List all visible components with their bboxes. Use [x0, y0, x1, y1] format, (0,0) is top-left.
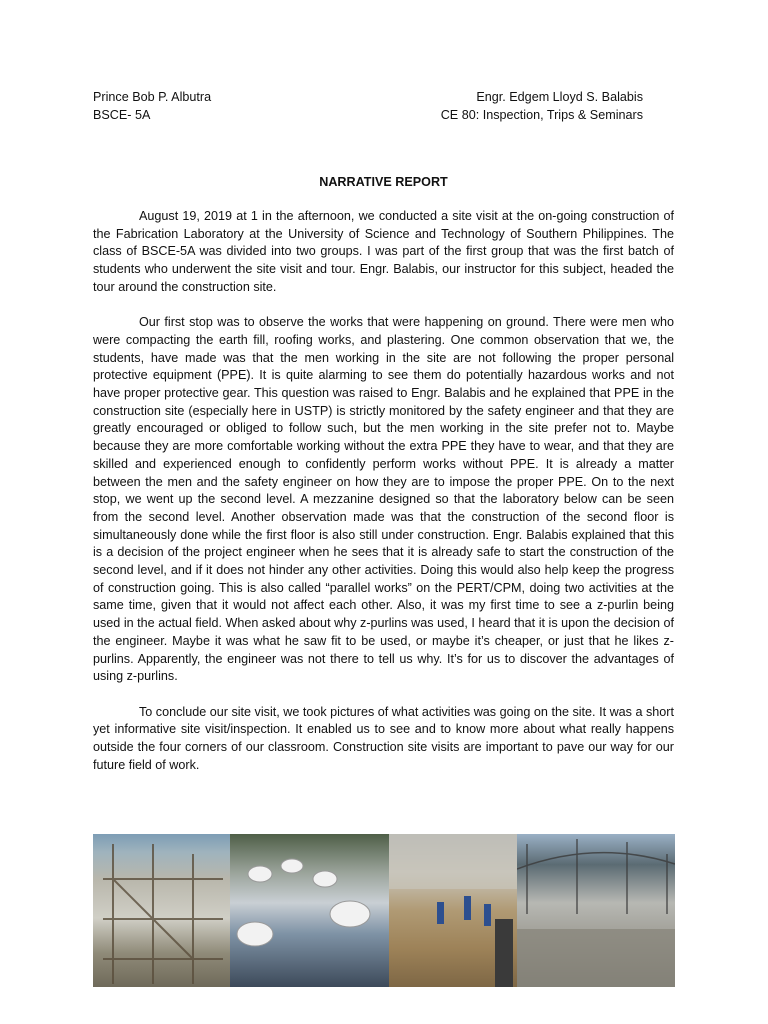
header-right — [418, 88, 643, 124]
site-photo-students — [230, 834, 389, 987]
site-photo-strip — [93, 834, 675, 987]
header-left — [93, 88, 211, 124]
report-body — [93, 208, 674, 792]
paragraph-conclusion: To conclude our site visit, we took pictures of what activities was going on the site. It was a short yet informative site visit/inspection. It enabled us to see and to know more about what really happens outside the four corners of our classroom. Construction site visits are important to pave our way for our future field of work. — [93, 704, 674, 772]
student-name: Prince Bob P. Albutra — [93, 90, 212, 104]
paragraph-intro: August 19, 2019 at 1 in the afternoon, we conducted a site visit at the on-going construction of the Fabrication Laboratory at the University of Science and Technology of Southern Philippines. The class of BSCE-5A was divided into two groups. I was part of the first group that was the first batch of students who underwent the site visit and tour. Engr. Balabis, our instructor for this subject, headed the tour around the construction site. — [93, 209, 674, 294]
site-photo-earthfill — [389, 834, 517, 987]
paragraph-observations: Our first stop was to observe the works that were happening on ground. There were men who were compacting the earth fill, roofing works, and plastering. One common observation that we, the students, have made was that the men working in the site are not following the proper personal protective equipment (PPE). It is quite alarming to see them do potentially hazardous works and not have proper protective gear. This question was raised to Engr. Balabis and he explained that PPE in the construction site (especially here in USTP) is strictly monitored by the safety engineer and that they are greatly encouraged or obliged to follow such, but the men working in the site prefer not to. Maybe because they are more comfortable working without the extra PPE they have to wear, and that they are skilled and experienced enough to confidently perform works without PPE. It is already a matter between the men and the safety engineer on how they are to impose the proper PPE. On to the next stop, we went up the second level. A mezzanine designed so that the laboratory below can be seen from the second level. Another observation made was that the construction of the second floor is simultaneously done while the first floor is also still under construction. Engr. Balabis explained that this is a decision of the project engineer when he sees that it is already safe to start the construction of the second level, and if it does not hinder any other activities. Doing this would also help keep the progress of construction going. This is also called “parallel works” on the PERT/CPM, doing two activities at the same time, given that it would not affect each other. Also, it was my first time to see a z-purlin being used in the actual field. When asked about why z-purlins was used, I heard that it is upon the decision of the engineer. Maybe it was what he saw fit to be used, or maybe it’s cheaper, or just that he likes z-purlins. Apparently, the engineer was not there to tell us why. It’s for us to discover the advantages of using z-purlins. — [93, 315, 674, 684]
report-title: NARRATIVE REPORT — [319, 175, 448, 189]
site-photo-roofing — [517, 834, 675, 987]
course-name: CE 80: Inspection, Trips & Seminars — [440, 108, 643, 122]
instructor-name: Engr. Edgem Lloyd S. Balabis — [476, 90, 643, 104]
student-section: BSCE- 5A — [93, 108, 151, 122]
site-photo-scaffolding — [93, 834, 230, 987]
